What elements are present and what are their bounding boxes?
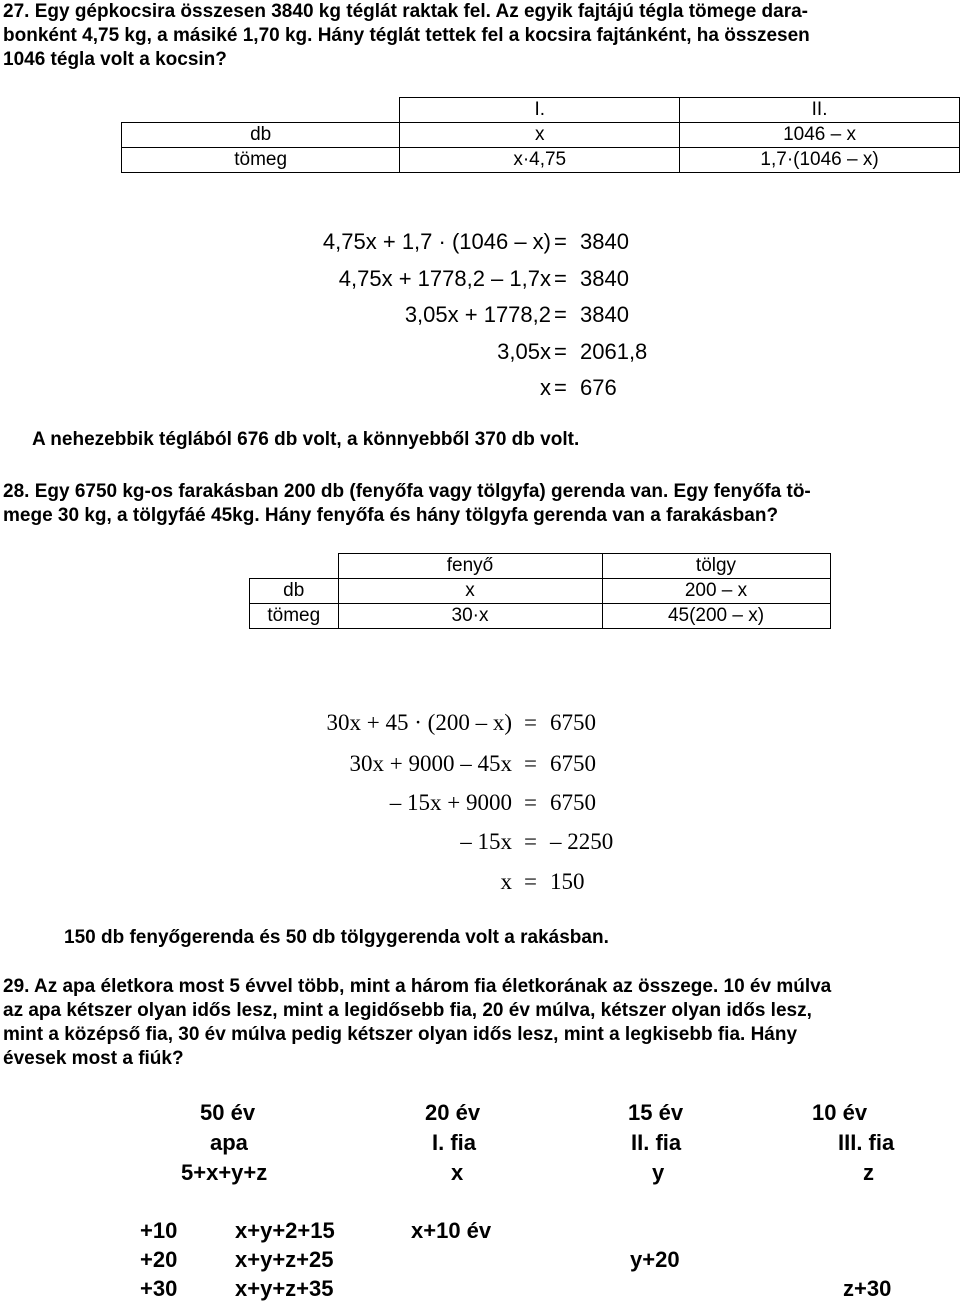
table-cell: x [338,579,602,604]
table-cell: tömeg [250,604,339,629]
father-age-expr: x+y+z+25 [235,1247,334,1272]
person-cell: III. fia [838,1130,895,1155]
problem-27-table [121,97,960,173]
equals-sign: = [524,869,537,894]
problem-28-line-2: mege 30 kg, a tölgyfáé 45kg. Hány fenyőfa és hány tölgyfa gerenda van a farakásban? [3,505,779,526]
problem-28-answer: 150 db fenyőgerenda és 50 db tölgygerenda volt a rakásban. [64,927,609,948]
equation-lhs: 30x + 45 · (200 – x) [326,710,512,735]
person-cell: II. fia [631,1130,682,1155]
equation-lhs: 30x + 9000 – 45x [349,751,512,776]
equation-rhs: 3840 [580,302,629,327]
problem-29-line-1: 29. Az apa életkora most 5 évvel több, mint a három fia életkorának az összege. 10 év múlva [3,976,832,997]
equation-rhs: 6750 [550,751,596,776]
equals-sign: = [554,375,567,400]
table-header-cell: tölgy [602,554,830,579]
table-row [250,579,831,604]
problem-27-line-3: 1046 tégla volt a kocsin? [3,49,227,70]
equation-lhs: – 15x [460,829,512,854]
problem-28-line-1: 28. Egy 6750 kg-os farakásban 200 db (fenyőfa vagy tölgyfa) gerenda van. Egy fenyőfa tö- [3,481,811,502]
table-cell: 1046 – x [680,123,960,148]
son-age-expr: x+10 év [411,1218,492,1243]
table-header-row [122,98,960,123]
table-row [122,148,960,173]
years-added: +10 [140,1218,178,1243]
table-header-cell: fenyő [338,554,602,579]
table-cell: 1,7·(1046 – x) [680,148,960,173]
equation-rhs: 3840 [580,229,629,254]
table-cell: x·4,75 [400,148,680,173]
variable-cell: x [451,1160,464,1185]
variable-cell: z [863,1160,874,1185]
table-cell [250,554,339,579]
equation-lhs: 4,75x + 1,7 · (1046 – x) [322,229,551,254]
table-cell: 200 – x [602,579,830,604]
equals-sign: = [554,266,567,291]
table-cell: 30·x [338,604,602,629]
table-header-cell: I. [400,98,680,123]
equation-rhs: – 2250 [550,829,614,854]
table-cell: tömeg [122,148,400,173]
equation-rhs: 150 [550,869,585,894]
equals-sign: = [524,751,537,776]
years-added: +30 [140,1276,178,1301]
problem-29-line-2: az apa kétszer olyan idős lesz, mint a legidősebb fia, 20 év múlva, kétszer olyan idős lesz, [3,1000,812,1021]
equation-lhs: 4,75x + 1778,2 – 1,7x [338,266,551,291]
table-row [250,604,831,629]
father-age-expr: x+y+2+15 [235,1218,335,1243]
age-cell: 15 év [628,1100,684,1125]
age-cell: 20 év [425,1100,481,1125]
equation-lhs: – 15x + 9000 [389,790,512,815]
equals-sign: = [554,229,567,254]
table-cell: x [400,123,680,148]
equation-lhs: x [500,869,512,894]
years-added: +20 [140,1247,178,1272]
equation-rhs: 6750 [550,710,596,735]
age-cell: 10 év [812,1100,868,1125]
table-cell [122,98,400,123]
equation-rhs: 2061,8 [580,339,648,364]
age-cell: 50 év [200,1100,256,1125]
equation-lhs: 3,05x [497,339,551,364]
problem-27-line-2: bonként 4,75 kg, a másiké 1,70 kg. Hány téglát tettek fel a kocsira fajtánként, ha összesen [3,25,810,46]
equation-rhs: 6750 [550,790,596,815]
person-cell: I. fia [432,1130,477,1155]
equation-rhs: 3840 [580,266,629,291]
equals-sign: = [554,302,567,327]
father-age-expr: x+y+z+35 [235,1276,334,1301]
table-cell: db [122,123,400,148]
equation-rhs: 676 [580,375,617,400]
son-age-expr: z+30 [843,1276,892,1301]
table-header-cell: II. [680,98,960,123]
variable-cell: 5+x+y+z [181,1160,268,1185]
equals-sign: = [524,829,537,854]
table-cell: db [250,579,339,604]
problem-29-line-4: évesek most a fiúk? [3,1048,184,1069]
equation-lhs: x [540,375,551,400]
equals-sign: = [524,790,537,815]
table-row [122,123,960,148]
equals-sign: = [524,710,537,735]
equals-sign: = [554,339,567,364]
table-header-row [250,554,831,579]
variable-cell: y [652,1160,665,1185]
problem-27-line-1: 27. Egy gépkocsira összesen 3840 kg téglát raktak fel. Az egyik fajtájú tégla tömege dara- [3,1,809,22]
table-cell: 45(200 – x) [602,604,830,629]
son-age-expr: y+20 [630,1247,680,1272]
person-cell: apa [210,1130,248,1155]
problem-27-answer: A nehezebbik téglából 676 db volt, a könnyebből 370 db volt. [32,429,580,450]
problem-28-table [249,553,831,629]
equation-lhs: 3,05x + 1778,2 [404,302,551,327]
problem-29-line-3: mint a középső fia, 30 év múlva pedig kétszer olyan idős lesz, mint a legkisebb fia. Hány [3,1024,798,1045]
